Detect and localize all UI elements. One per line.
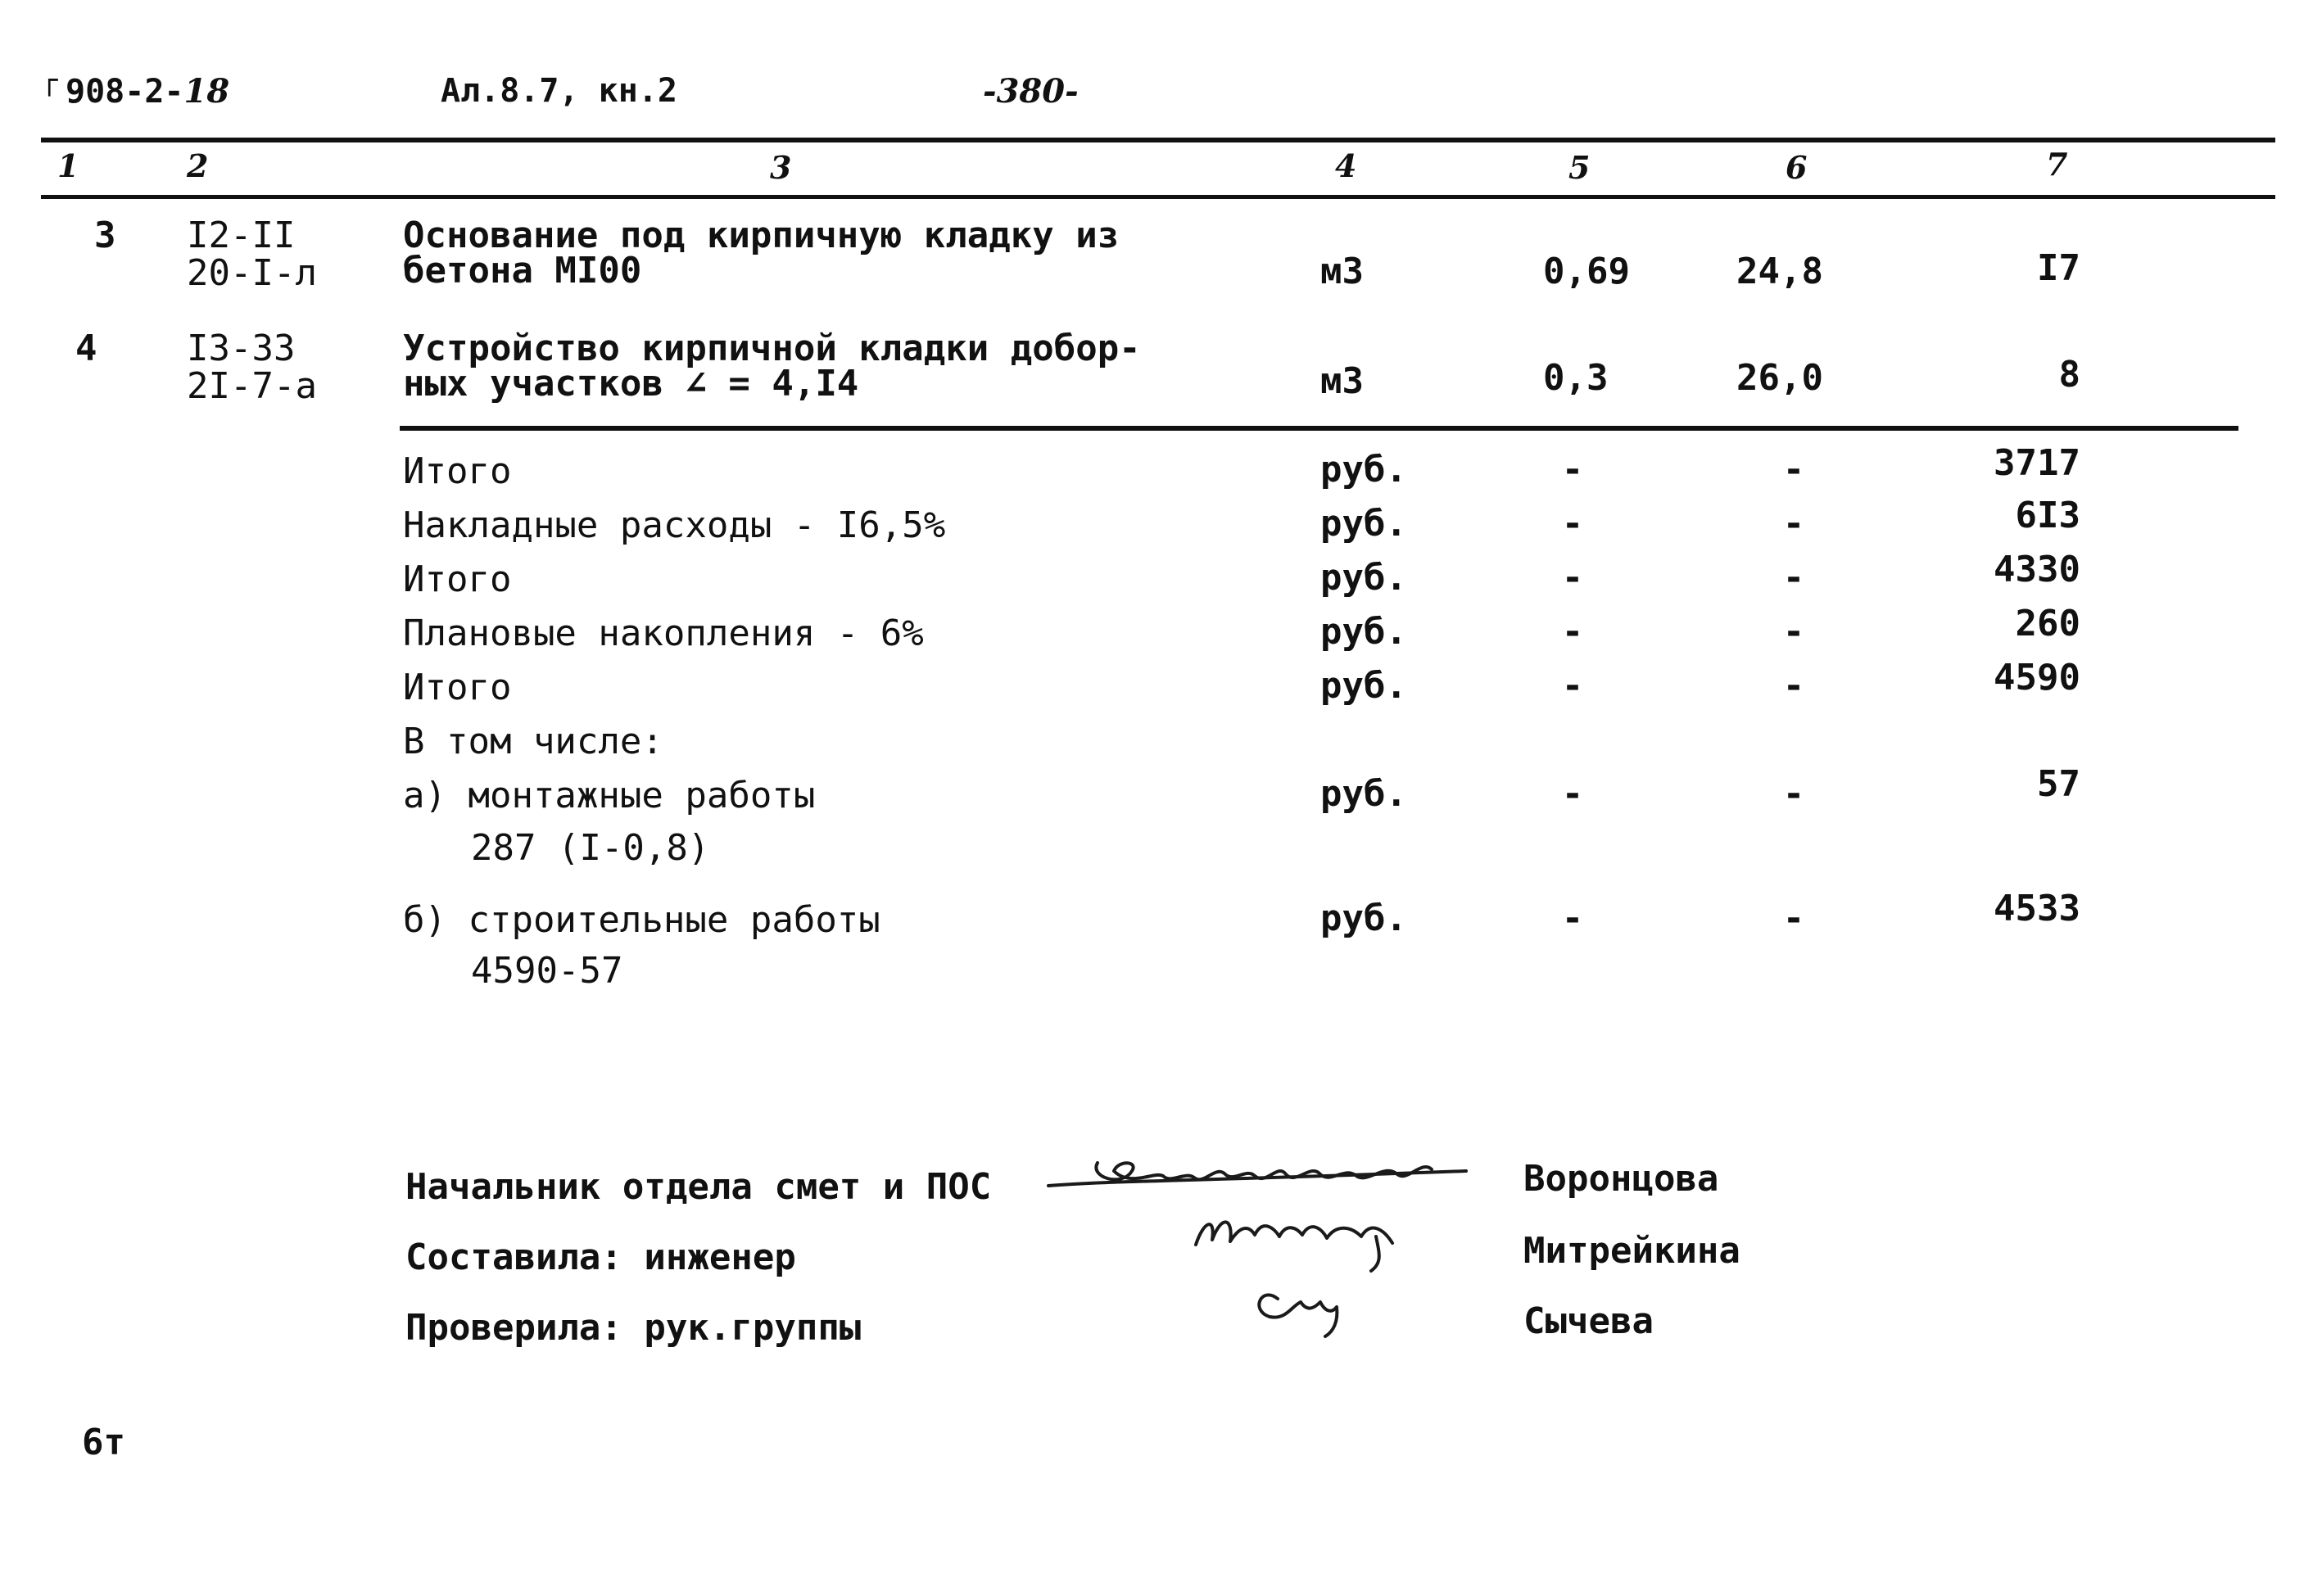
row-number: 4	[75, 328, 97, 369]
signature-scrawl-2-descender	[1371, 1237, 1379, 1271]
signatory-name: Воронцова	[1523, 1158, 1719, 1200]
norm-code-line-2: 20-I-л	[187, 252, 317, 294]
signature-scrawl-1-letters	[1096, 1163, 1432, 1179]
breakdown-formula: 4590-57	[471, 950, 623, 992]
signature-role: Проверила: рук.группы	[405, 1307, 862, 1349]
quantity: 0,69	[1543, 251, 1630, 292]
album-reference: Ал.8.7, кн.2	[441, 72, 677, 110]
summary-col6: -	[1782, 611, 1805, 653]
summary-col6: -	[1782, 665, 1805, 707]
summary-total: 260	[2015, 603, 2080, 644]
total: I7	[2037, 247, 2080, 289]
work-description-line-1: Основание под кирпичную кладку из	[403, 215, 1120, 256]
signature-scrawl-3	[1259, 1295, 1337, 1336]
quantity: 0,3	[1543, 357, 1609, 399]
summary-col5: -	[1561, 665, 1584, 707]
column-number-2: 2	[187, 147, 209, 184]
breakdown-col5: -	[1561, 773, 1584, 815]
work-description-line-2: бетона MI00	[403, 250, 642, 292]
page-number: -380-	[983, 72, 1079, 111]
signatory-name: Митрейкина	[1523, 1230, 1740, 1272]
column-number-5: 5	[1568, 149, 1591, 186]
summary-label: Итого	[403, 558, 512, 600]
column-number-4: 4	[1335, 147, 1357, 184]
summary-col5: -	[1561, 503, 1584, 545]
signature-role: Начальник отдела смет и ПОС	[405, 1166, 992, 1208]
summary-col5: -	[1561, 611, 1584, 653]
summary-rule	[400, 426, 2238, 431]
norm-code-line-2: 2I-7-а	[187, 365, 317, 407]
breakdown-col6: -	[1782, 897, 1805, 939]
breakdown-unit: руб.	[1320, 897, 1407, 939]
summary-unit: руб.	[1320, 611, 1407, 653]
column-header-rule	[41, 195, 2275, 199]
signatory-name: Сычева	[1523, 1300, 1654, 1342]
breakdown-label: а) монтажные работы	[403, 775, 816, 816]
norm-code-line-1: I2-II	[187, 215, 296, 256]
breakdown-unit: руб.	[1320, 773, 1407, 815]
signature-role: Составила: инженер	[405, 1237, 796, 1278]
work-description-line-2: ных участков ∠ = 4,I4	[403, 363, 859, 405]
unit: м3	[1320, 251, 1364, 292]
breakdown-formula: 287 (I-0,8)	[471, 827, 710, 869]
document-code-handwritten: 18	[183, 72, 230, 111]
column-number-6: 6	[1786, 149, 1808, 186]
summary-col6: -	[1782, 449, 1805, 491]
unit-price: 26,0	[1736, 357, 1823, 399]
summary-col6: -	[1782, 557, 1805, 599]
total: 8	[2058, 354, 2080, 396]
summary-label: Накладные расходы - I6,5%	[403, 504, 946, 546]
summary-label: Плановые накопления - 6%	[403, 613, 924, 654]
breakdown-total: 4533	[1994, 888, 2080, 929]
corner-mark: ┌	[41, 64, 58, 97]
column-number-7: 7	[2046, 146, 2068, 183]
summary-total: 3717	[1994, 442, 2080, 484]
row-number: 3	[94, 215, 116, 256]
summary-unit: руб.	[1320, 449, 1407, 491]
signature-scrawl-2	[1196, 1222, 1392, 1245]
summary-col5: -	[1561, 557, 1584, 599]
summary-col5: -	[1561, 449, 1584, 491]
summary-label: Итого	[403, 667, 512, 708]
unit: м3	[1320, 360, 1364, 402]
table-top-rule	[41, 138, 2275, 142]
work-description-line-1: Устройство кирпичной кладки добор-	[403, 328, 1141, 369]
summary-total: 6I3	[2015, 495, 2080, 536]
summary-label: Итого	[403, 450, 512, 492]
breakdown-total: 57	[2037, 763, 2080, 805]
summary-unit: руб.	[1320, 503, 1407, 545]
column-number-3: 3	[770, 149, 792, 186]
document-code	[66, 72, 229, 111]
norm-code-line-1: I3-33	[187, 328, 296, 369]
breakdown-col5: -	[1561, 897, 1584, 939]
handwritten-signatures	[1040, 1138, 1499, 1343]
footer-mark: 6т	[82, 1422, 125, 1463]
summary-unit: руб.	[1320, 665, 1407, 707]
summary-total: 4330	[1994, 549, 2080, 590]
including-label: В том числе:	[403, 721, 663, 762]
summary-total: 4590	[1994, 657, 2080, 699]
unit-price: 24,8	[1736, 251, 1823, 292]
breakdown-label: б) строительные работы	[403, 899, 880, 941]
document-code-prefix: 908-2-	[66, 73, 184, 111]
summary-unit: руб.	[1320, 557, 1407, 599]
breakdown-col6: -	[1782, 773, 1805, 815]
summary-col6: -	[1782, 503, 1805, 545]
column-number-1: 1	[57, 147, 79, 184]
